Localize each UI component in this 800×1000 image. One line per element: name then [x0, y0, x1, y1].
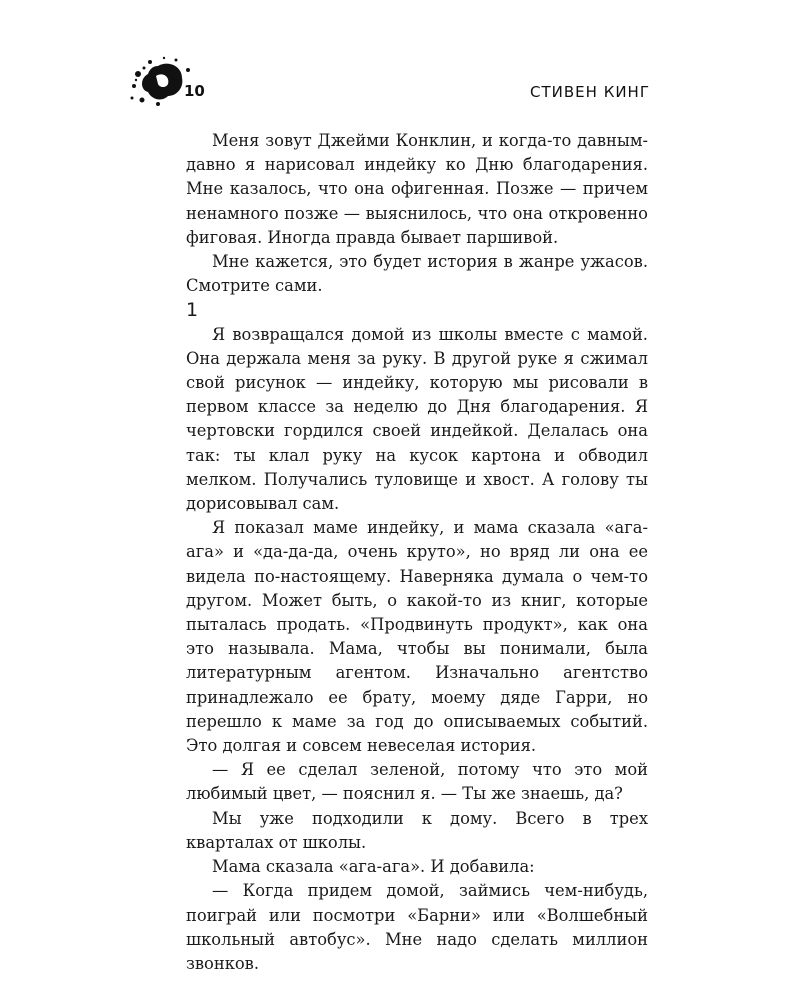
- paragraph: Мама сказала «ага-ага». И добавила:: [212, 857, 535, 877]
- paragraph: — Я ее сделал зеленой, потому что это мой любимый цвет, — пояснил я. — Ты же знаешь, да?: [186, 760, 648, 804]
- paragraph: Я показал маме индейку, и мама сказала «ага-ага» и «да-да-да, очень круто», но вряд ли она ее видела по-настоящему. Наверняка думала о чем-то другом. Может быть, о какой-то из книг, которые пыталась продать. «Продвинуть продукт», как она это называла. Мама, чтобы вы понимали, была литературным агентом. Изначально агентство принадлежало ее брату, моему дяде Гарри, но перешло к маме за год до описываемых событий. Это долгая и совсем невеселая история.: [186, 518, 648, 756]
- paragraph: — Когда придем домой, займись чем-нибудь, поиграй или посмотри «Барни» или «Волшебный школьный автобус». Мне надо сделать миллион звонков.: [186, 881, 648, 973]
- paragraph: Меня зовут Джейми Конклин, и когда-то давным-давно я нарисовал индейку ко Дню благодарения. Мне казалось, что она офигенная. Позже — причем ненамного позже — выяснилось, что она откровенно фиговая. Иногда правда бывает паршивой.: [186, 131, 648, 247]
- text-block: [186, 129, 648, 976]
- chapter-number: 1: [186, 299, 199, 322]
- paragraph: Я возвращался домой из школы вместе с мамой. Она держала меня за руку. В другой руке я сжимал свой рисунок — индейку, которую мы рисовали в первом классе за неделю до Дня благодарения. Я чертовски гордился своей индейкой. Делалась она так: ты клал руку на кусок картона и обводил мелком. Получались туловище и хвост. А голову ты дорисовывал сам.: [186, 324, 648, 514]
- paragraph: Мне кажется, это будет история в жанре ужасов. Смотрите сами.: [186, 252, 648, 296]
- page-number: 10: [184, 82, 205, 100]
- running-head-author: СТИВЕН КИНГ: [530, 83, 650, 101]
- ink-splatter-icon: [128, 56, 192, 108]
- paragraph: Мы уже подходили к дому. Всего в трех кварталах от школы.: [186, 808, 648, 852]
